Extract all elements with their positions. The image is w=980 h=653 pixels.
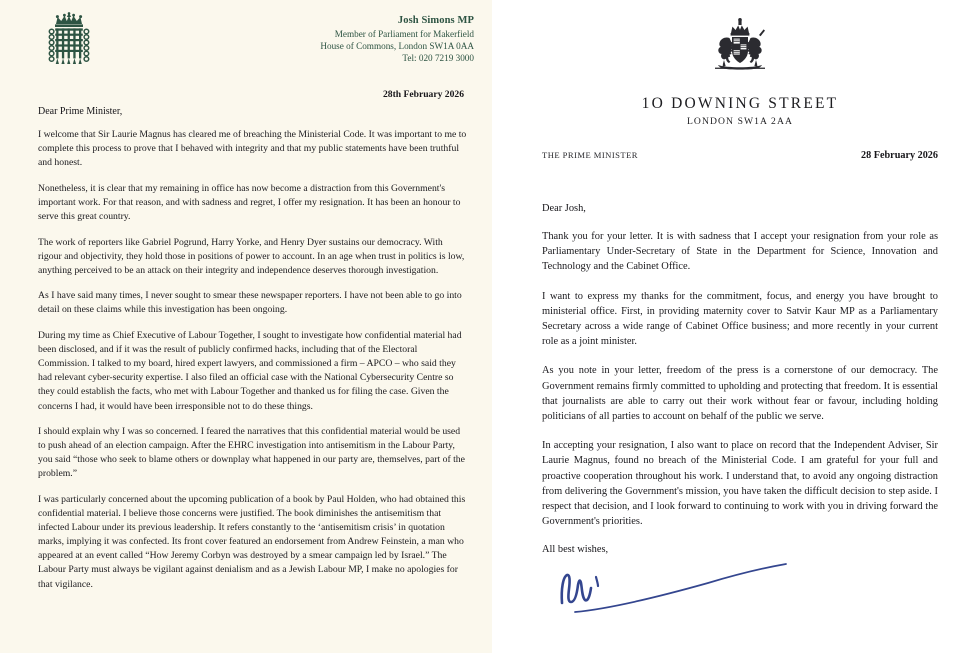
letter-paragraph: Nonetheless, it is clear that my remaining in office has now become a distraction from this Government's important work. For that reason, and with sadness and regret, I offer my resignation. It has been an honour to serve this great country. xyxy=(38,182,461,222)
left-letterhead xyxy=(38,10,478,70)
letter-paragraph: I want to express my thanks for the commitment, focus, and energy you have brought to ministerial office. First, in providing maternity cover to Satvir Kaur MP as a Parliamentary Secretary across a wide range of Cabinet Office business; and more recently in your current role as a joint minister. xyxy=(542,290,938,348)
letter-paragraph: During my time as Chief Executive of Labour Together, I sought to investigate how confidential material had been disclosed, and if it was the result of publicly confirmed hacks, including that of the Electoral Commission. I talked to my board, hired expert lawyers, and commissioned a firm – APCO – who said they had relevant cyber-security expertise. I also filed an official case with the National Cybersecurity Centre so they could establish the facts, who met with Labour Together and thanked us for filing the case. Given the concerns I had, it would have been irresponsible not to do these things. xyxy=(38,330,462,412)
downing-street-address: LONDON SW1A 2AA xyxy=(686,116,794,127)
pm-header-row xyxy=(542,150,938,161)
prime-minister-label: THE PRIME MINISTER xyxy=(542,150,638,160)
right-letter-body xyxy=(542,229,938,529)
letter-paragraph: As I have said many times, I never sought to smear these newspaper reporters. I have not been able to go into detail on these claims while this investigation has been ongoing. xyxy=(38,290,462,316)
prime-minister-reply-page xyxy=(492,0,980,653)
letter-paragraph: I welcome that Sir Laurie Magnus has cleared me of breaching the Ministerial Code. It was important to me to complete this process to prove that I behaved with integrity and that my public statements have been truthful and honest. xyxy=(38,129,467,169)
portcullis-crest-icon xyxy=(42,12,98,70)
letter-paragraph: As you note in your letter, freedom of the press is a cornerstone of our democracy. The Government remains firmly committed to upholding and protecting that freedom. It is essential that journalists are able to carry out their work without fear or favour, including holding politicians of all parties to account on behalf of the public we serve. xyxy=(542,365,938,423)
prime-minister-signature xyxy=(548,557,938,620)
left-letter-salutation: Dear Prime Minister, xyxy=(38,106,123,117)
letter-paragraph: The work of reporters like Gabriel Pogrund, Harry Yorke, and Henry Dyer sustains our democracy. With rigour and objectivity, they hold those in positions of power to account. In an age when trust in politics is low, anything perceived to be an attack on their integrity and independence deserves thorough investigation. xyxy=(38,236,465,276)
right-letter-date: 28 February 2026 xyxy=(861,150,938,161)
letter-paragraph: Thank you for your letter. It is with sadness that I accept your resignation from your role as Parliamentary Under-Secretary of State in the Department for Science, Innovation and Technology and the Cabinet Office. xyxy=(542,231,938,273)
left-letter-date: 28th February 2026 xyxy=(382,89,464,100)
left-letterhead-text xyxy=(320,10,478,65)
right-letter-salutation: Dear Josh, xyxy=(542,203,586,214)
sender-telephone: Tel: 020 7219 3000 xyxy=(402,53,474,64)
left-letter-body xyxy=(38,128,478,592)
letter-paragraph: I was particularly concerned about the upcoming publication of a book by Paul Holden, who had obtained this confidential material. I believe those concerns were justified. The book diminishes the antisemitism that infected Labour under its previous leadership. It refers constantly to the ‘antisemitism crisis’ in quotation marks, implying it was confected. Its front cover featured an endorsement from Andrew Feinstein, a man who appeared at an event called “How Jeremy Corbyn was destroyed by a smear campaign led by Israel.” The Labour Party must always be vigilant against denialism and as a Jewish Labour MP, I make no apologies for that vigilance. xyxy=(38,493,466,590)
sender-role: Member of Parliament for Makerfield xyxy=(334,28,474,39)
right-letter-closing: All best wishes, xyxy=(542,544,609,556)
sender-address: House of Commons, London SW1A 0AA xyxy=(320,41,474,52)
right-letterhead xyxy=(542,14,938,91)
downing-street-title: 1O DOWNING STREET xyxy=(641,95,839,112)
letter-paragraph: In accepting your resignation, I also want to place on record that the Independent Adviser, Sir Laurie Magnus, found no breach of the Ministerial Code. I am grateful for your full and proactive cooperation throughout his work. I understand that, to avoid any ongoing distraction from delivering the Government's mission, you have taken the difficult decision to step aside. I respect that decision, and I look forward to continuing to work with you in driving forward the Government's priorities. xyxy=(542,440,938,528)
letter-paragraph: I should explain why I was so concerned. I feared the narratives that this confidential material would be used to push ahead of an election campaign. After the EHRC investigation into antisemitism in the Labour Party, you said “those who seek to blame others or downplay what happened in our party are, themselves, part of the problem.” xyxy=(38,426,465,480)
royal-coat-of-arms-icon xyxy=(702,73,778,90)
sender-name: Josh Simons MP xyxy=(397,15,474,26)
